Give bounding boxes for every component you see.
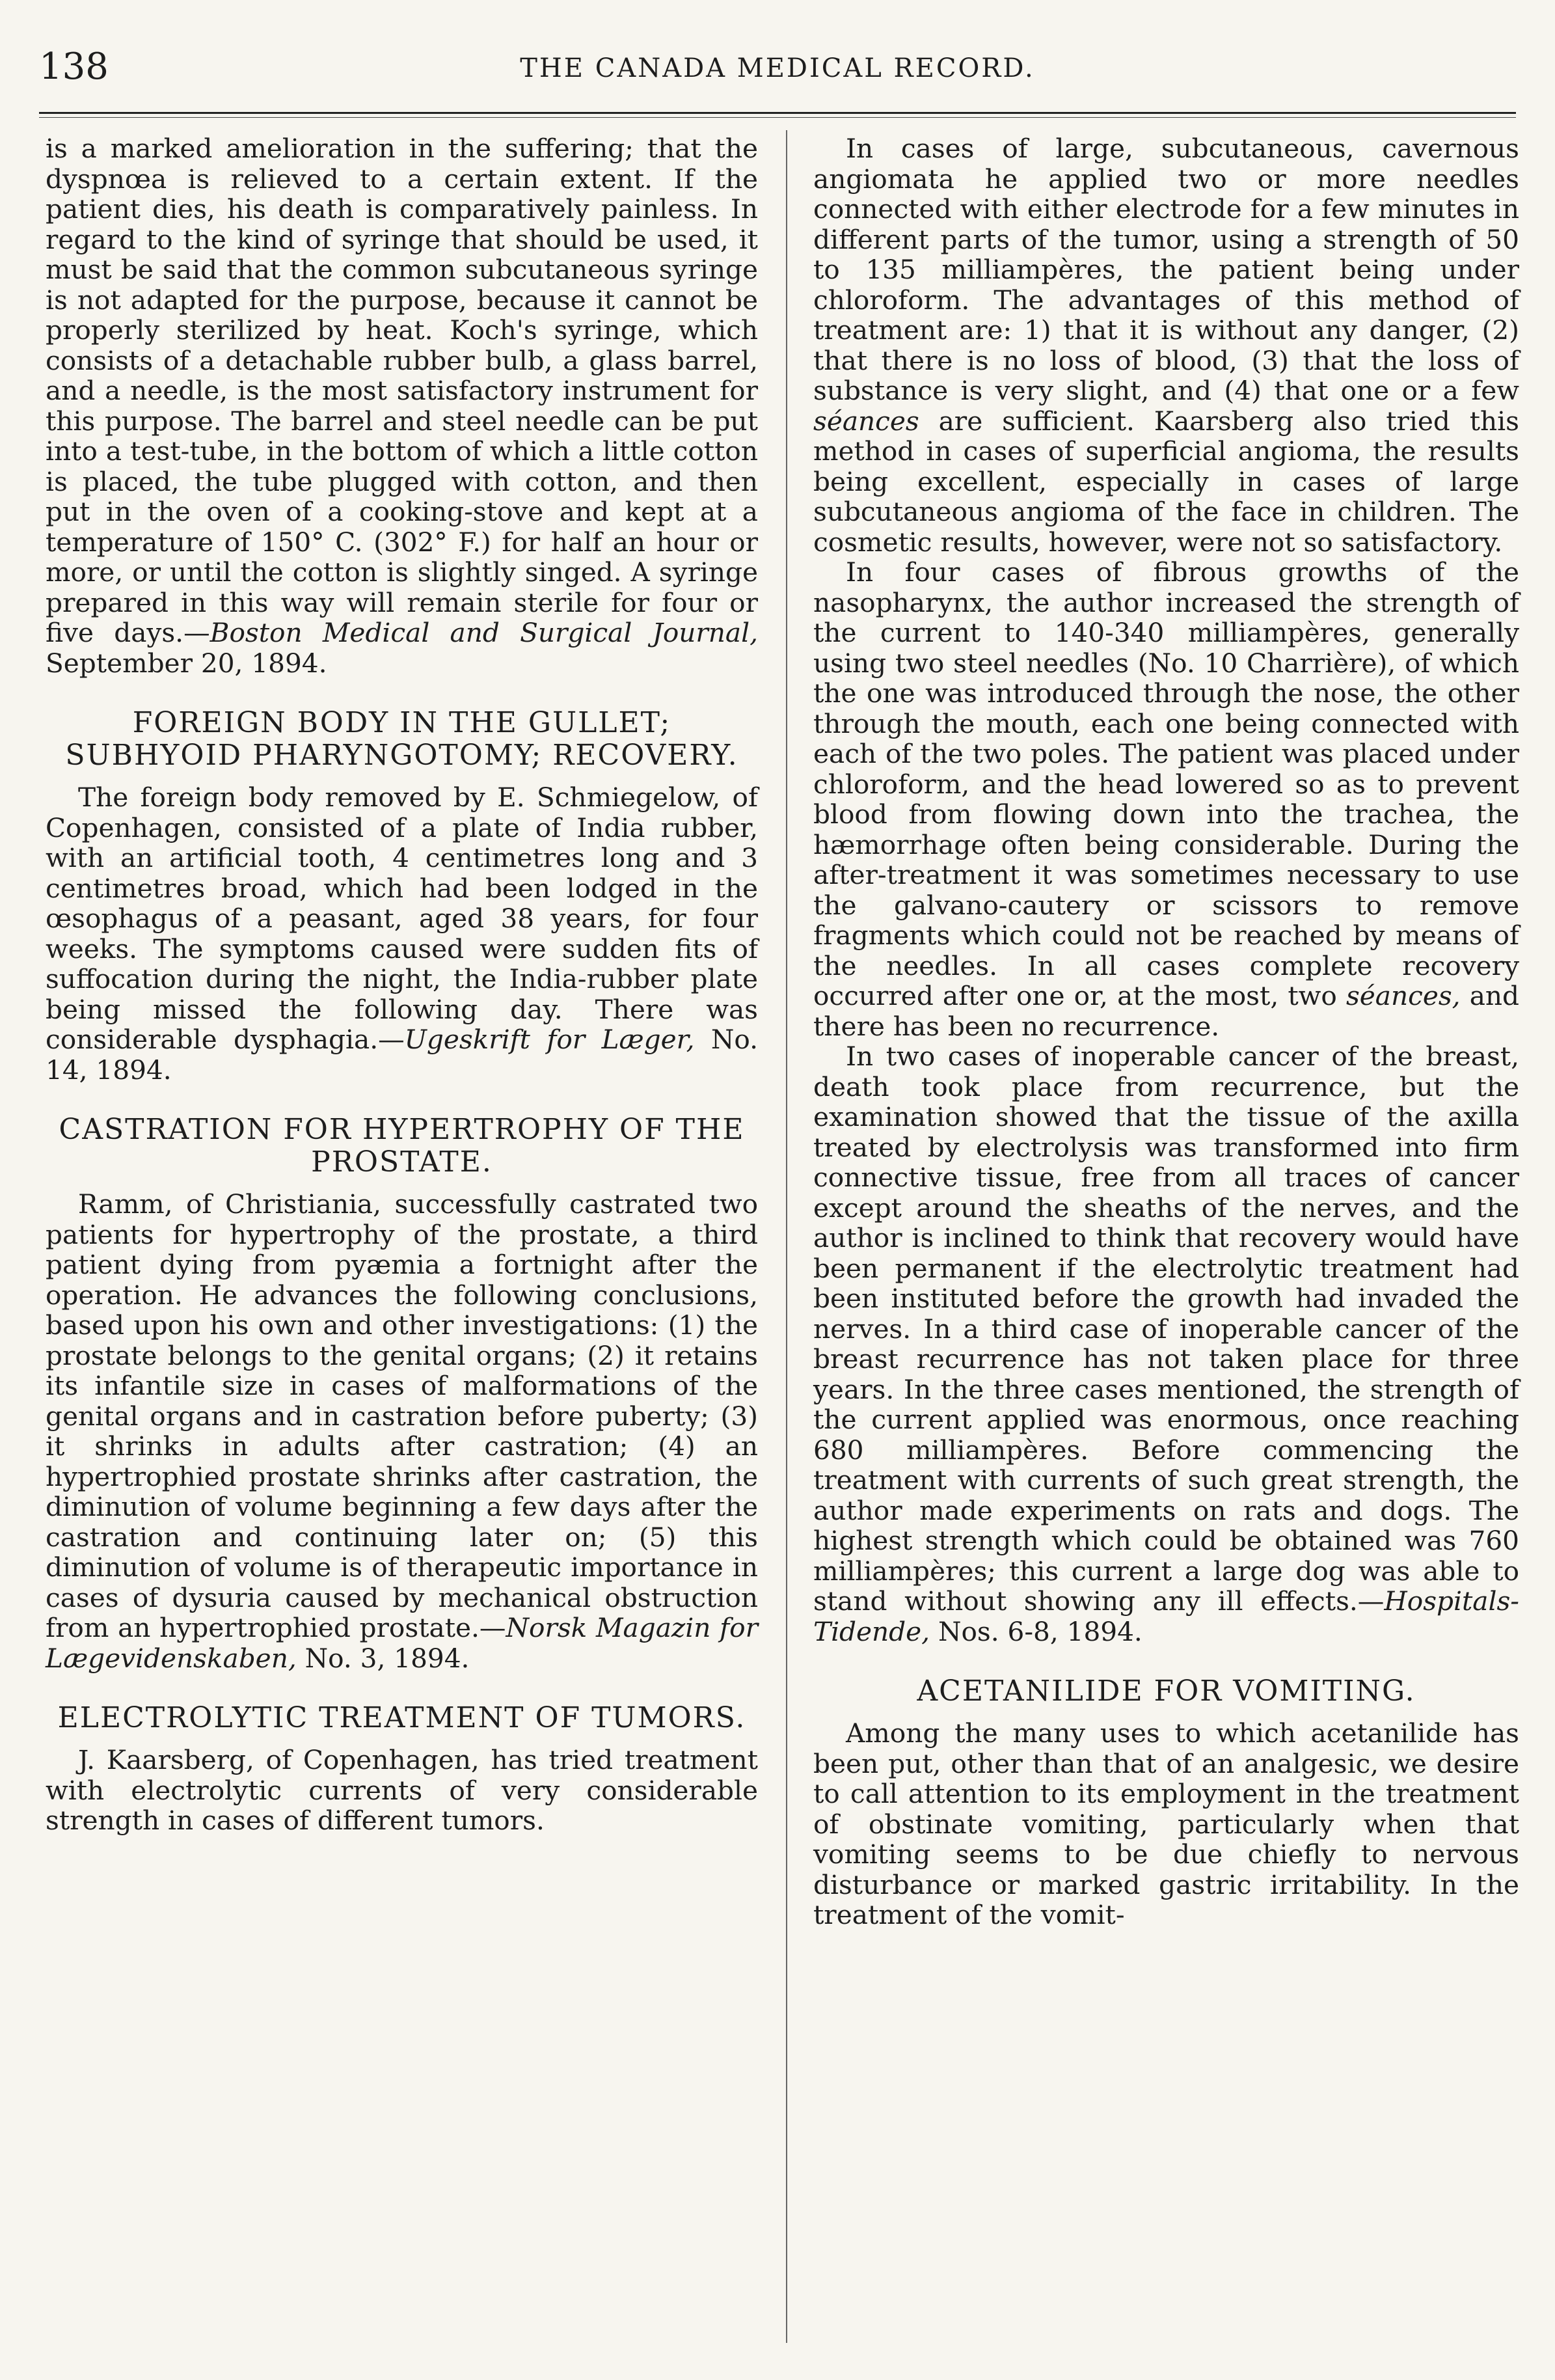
left-column bbox=[46, 133, 758, 1836]
citation-source: Hospitals-Tidende, bbox=[813, 1585, 1519, 1647]
article-heading-electrolytic: ELECTROLYTIC TREATMENT OF TUMORS. bbox=[57, 1701, 746, 1734]
article-continued-paragraph: is a marked amelioration in the suffering; that the dyspnœa is relieved to a certain extent. If the patient dies, his death is comparatively painless. In regard to the kind of syringe that should be used, it must be said that the common subcutaneous syringe is not adapted for the purpose, because it cannot be properly sterilized by heat. Koch's syringe, which consists of a detachable rubber bulb, a glass barrel, and a needle, is the most satisfactory instrument for this purpose. The barrel and steel needle can be put into a test-tube, in the bottom of which a little cotton is placed, the tube plugged with cotton, and then put in the oven of a cooking-stove and kept at a temperature of 150° C. (302° F.) for half an hour or more, or until the cotton is slightly singed. A syringe prepared in this way will remain sterile for four or five days.—Boston Medical and Surgical Journal, September 20, 1894. bbox=[46, 133, 758, 679]
article-paragraph: In two cases of inoperable cancer of the breast, death took place from recurrence, but the examination showed that the tissue of the axilla treated by electrolysis was transformed into firm connective tissue, free from all traces of cancer except around the sheaths of the nerves, and the author is inclined to think that recovery would have been permanent if the electrolytic treatment had been instituted before the growth had invaded the nerves. In a third case of inoperable cancer of the breast recurrence has not taken place for three years. In the three cases mentioned, the strength of the current applied was enormous, once reaching 680 milliampères. Before commencing the treatment with currents of such great strength, the author made experiments on rats and dogs. The highest strength which could be obtained was 760 milliampères; this current a large dog was able to stand without showing any ill effects.—Hospitals-Tidende, Nos. 6-8, 1894. bbox=[813, 1041, 1519, 1647]
journal-title: THE CANADA MEDICAL RECORD. bbox=[520, 53, 1035, 83]
column-divider bbox=[786, 130, 787, 2343]
article-paragraph: In four cases of fibrous growths of the nasopharynx, the author increased the strength of the current to 140-340 milliampères, generally using two steel needles (No. 10 Charrière), of which the one was introduced through the nose, the other through the mouth, each one being connected with each of the two poles. The patient was placed under chloroform, and the head lowered so as to prevent blood from flowing down into the trachea, the hæmorrhage often being considerable. During the after-treatment it was sometimes necessary to use the galvano-cautery or scissors to remove fragments which could not be reached by means of the needles. In all cases complete recovery occurred after one or, at the most, two séances, and there has been no recurrence. bbox=[813, 556, 1520, 1042]
header-rule bbox=[39, 112, 1516, 114]
article-paragraph: Among the many uses to which acetanilide has been put, other than that of an analgesic, we desire to call attention to its employment in the treatment of obstinate vomiting, particularly when that vomiting seems to be due chiefly to nervous disturbance or marked gastric irritability. In the treatment of the vomit- bbox=[813, 1717, 1519, 1930]
page-number: 138 bbox=[39, 46, 109, 88]
article-heading-castration: CASTRATION FOR HYPERTROPHY OF THE PROSTATE. bbox=[59, 1113, 745, 1179]
article-paragraph: Ramm, of Christiania, successfully castrated two patients for hypertrophy of the prostate, a third patient dying from pyæmia a fortnight after the operation. He advances the following conclusions, based upon his own and other investigations: (1) the prostate belongs to the genital organs; (2) it retains its infantile size in cases of malformations of the genital organs and in castration before puberty; (3) it shrinks in adults after castration; (4) an hypertrophied prostate shrinks after castration, the diminution of volume beginning a few days after the castration and continuing later on; (5) this diminution of volume is of therapeutic importance in cases of dysuria caused by mechanical obstruction from an hypertrophied prostate.—Norsk Magazin for Lægevidenskaben, No. 3, 1894. bbox=[46, 1188, 758, 1674]
citation-source: Boston Medical and Surgical Journal, bbox=[210, 617, 758, 648]
article-heading-acetanilide: ACETANILIDE FOR VOMITING. bbox=[917, 1675, 1416, 1708]
article-paragraph: J. Kaarsberg, of Copenhagen, has tried treatment with electrolytic currents of very considerable strength in cases of different tumors. bbox=[46, 1744, 758, 1836]
header-rule-thin bbox=[39, 117, 1516, 118]
citation-source: Ugeskrift for Læger, bbox=[404, 1024, 695, 1055]
article-paragraph: The foreign body removed by E. Schmiegelow, of Copenhagen, consisted of a plate of India rubber, with an artificial tooth, 4 centimetres long and 3 centimetres broad, which had been lodged in the œsophagus of a peasant, aged 38 years, for four weeks. The symptoms caused were sudden fits of suffocation during the night, the India-rubber plate being missed the following day. There was considerable dysphagia.—Ugeskrift for Læger, No. 14, 1894. bbox=[46, 782, 759, 1086]
article-paragraph: In cases of large, subcutaneous, cavernous angiomata he applied two or more needles connected with either electrode for a few minutes in different parts of the tumor, using a strength of 50 to 135 milliampères, the patient being under chloroform. The advantages of this method of treatment are: 1) that it is without any danger, (2) that there is no loss of blood, (3) that the loss of substance is very slight, and (4) that one or a few séances are sufficient. Kaarsberg also tried this method in cases of superficial angioma, the results being excellent, especially in cases of large subcutaneous angioma of the face in children. The cosmetic results, however, were not so satisfactory. bbox=[813, 133, 1519, 558]
running-head bbox=[39, 40, 1516, 105]
right-column bbox=[813, 133, 1519, 1930]
citation-source: Norsk Magazin for Lægevidenskaben, bbox=[46, 1612, 758, 1674]
article-heading-foreign-body: FOREIGN BODY IN THE GULLET; SUBHYOID PHARYNGOTOMY; RECOVERY. bbox=[65, 706, 738, 772]
